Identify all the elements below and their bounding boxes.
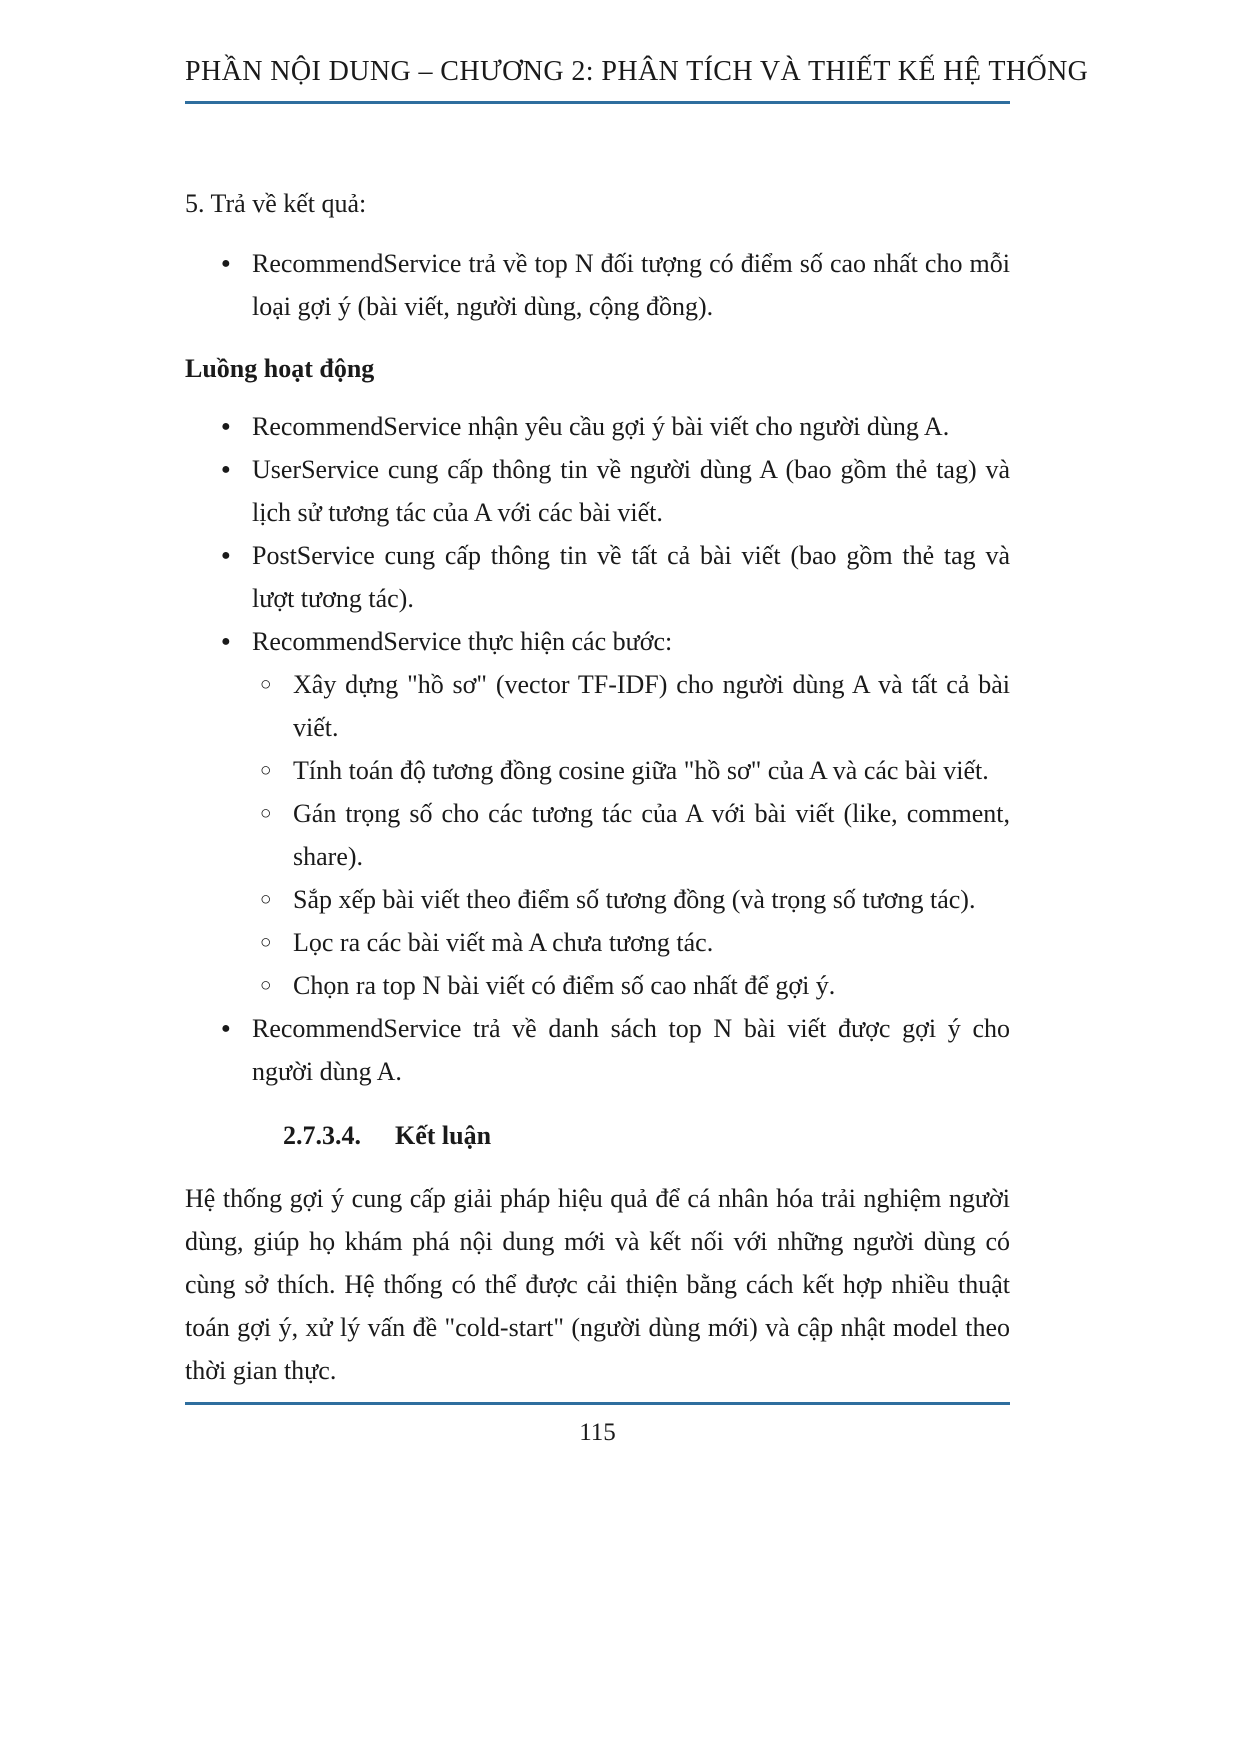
page-footer [185,1402,1010,1447]
list-item-with-sublist [185,620,1010,1007]
page-body [185,182,1010,1392]
list-item: ● UserService cung cấp thông tin về người dùng A (bao gồm thẻ tag) và lịch sử tương tác của A với các bài viết. [185,448,1010,534]
sub-list-item: ○ Sắp xếp bài viết theo điểm số tương đồng (và trọng số tương tác). [252,878,1010,921]
conclusion-heading [283,1114,1010,1157]
page-header [185,56,1089,104]
flow-substeps-list [252,663,1010,1007]
flow-list [185,405,1010,1093]
header-title: PHẦN NỘI DUNG – CHƯƠNG 2: PHÂN TÍCH VÀ THIẾT KẾ HỆ THỐNG [185,56,1089,87]
sub-list-item: ○ Tính toán độ tương đồng cosine giữa "hồ sơ" của A và các bài viết. [252,749,1010,792]
footer-divider [185,1402,1010,1405]
list-item: ● RecommendService nhận yêu cầu gợi ý bài viết cho người dùng A. [185,405,1010,448]
sub-list-item: ○ Gán trọng số cho các tương tác của A với bài viết (like, comment, share). [252,792,1010,878]
sub-list-item: ○ Chọn ra top N bài viết có điểm số cao nhất để gợi ý. [252,964,1010,1007]
conclusion-section-title: Kết luận [395,1121,492,1150]
sub-list-item: ○ Xây dựng "hồ sơ" (vector TF-IDF) cho người dùng A và tất cả bài viết. [252,663,1010,749]
conclusion-paragraph: Hệ thống gợi ý cung cấp giải pháp hiệu quả để cá nhân hóa trải nghiệm người dùng, giúp họ khám phá nội dung mới và kết nối với những người dùng có cùng sở thích. Hệ thống có thể được cải thiện bằng cách kết hợp nhiều thuật toán gợi ý, xử lý vấn đề "cold-start" (người dùng mới) và cập nhật model theo thời gian thực. [185,1184,1010,1385]
flow-heading: Luồng hoạt động [185,354,375,383]
list-item: ● RecommendService trả về danh sách top N bài viết được gợi ý cho người dùng A. [185,1007,1010,1093]
list-item: ● RecommendService trả về top N đối tượng có điểm số cao nhất cho mỗi loại gợi ý (bài viết, người dùng, cộng đồng). [185,242,1010,328]
list-item-text: RecommendService thực hiện các bước: [252,627,673,656]
page-number: 115 [579,1419,616,1446]
list-item: ● PostService cung cấp thông tin về tất cả bài viết (bao gồm thẻ tag và lượt tương tác). [185,534,1010,620]
section-5-list [185,242,1010,328]
conclusion-section-number: 2.7.3.4. [283,1121,361,1150]
sub-list-item: ○ Lọc ra các bài viết mà A chưa tương tác. [252,921,1010,964]
section-5-title: 5. Trả về kết quả: [185,189,367,218]
